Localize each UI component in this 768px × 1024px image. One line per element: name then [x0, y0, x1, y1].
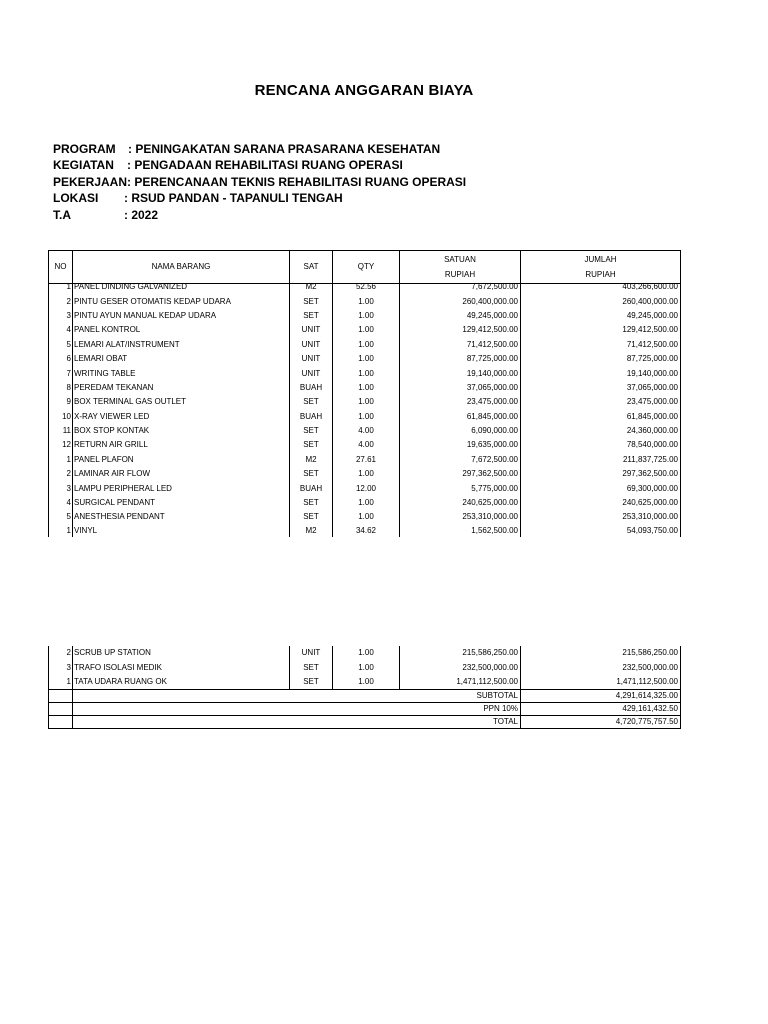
row-unit-price: 260,400,000.00 — [400, 294, 521, 308]
row-no: 5 — [49, 510, 73, 524]
row-qty: 1.00 — [333, 510, 400, 524]
table-row — [49, 309, 681, 323]
col-header-qty: QTY — [333, 251, 400, 284]
row-amount: 69,300,000.00 — [521, 481, 681, 495]
row-unit: SET — [290, 438, 333, 452]
row-no: 9 — [49, 395, 73, 409]
row-unit: UNIT — [290, 366, 333, 380]
row-amount: 37,065,000.00 — [521, 381, 681, 395]
row-unit-price: 215,586,250.00 — [400, 646, 521, 660]
row-unit-price: 297,362,500.00 — [400, 467, 521, 481]
row-qty: 1.00 — [333, 352, 400, 366]
table-row — [49, 395, 681, 409]
row-unit: UNIT — [290, 352, 333, 366]
row-no: 12 — [49, 438, 73, 452]
summary-value: 4,291,614,325.00 — [521, 690, 681, 703]
row-name: WRITING TABLE — [73, 366, 290, 380]
table-row — [49, 467, 681, 481]
row-unit-price: 6,090,000.00 — [400, 424, 521, 438]
row-no: 3 — [49, 481, 73, 495]
row-qty: 1.00 — [333, 496, 400, 510]
col-header-name: NAMA BARANG — [73, 251, 290, 284]
row-unit: BUAH — [290, 381, 333, 395]
row-unit-price: 129,412,500.00 — [400, 323, 521, 337]
row-qty: 1.00 — [333, 323, 400, 337]
row-unit-price: 7,672,500.00 — [400, 280, 521, 294]
row-qty: 1.00 — [333, 660, 400, 674]
col-header-no: NO — [49, 251, 73, 284]
row-qty: 1.00 — [333, 467, 400, 481]
row-unit-price: 87,725,000.00 — [400, 352, 521, 366]
row-no: 2 — [49, 646, 73, 660]
row-name: PEREDAM TEKANAN — [73, 381, 290, 395]
row-unit-price: 49,245,000.00 — [400, 309, 521, 323]
summary-value: 429,161,432.50 — [521, 703, 681, 716]
row-amount: 211,837,725.00 — [521, 453, 681, 467]
row-amount: 54,093,750.00 — [521, 525, 681, 537]
row-name: VINYL — [73, 525, 290, 537]
table-row — [49, 646, 681, 660]
row-amount: 19,140,000.00 — [521, 366, 681, 380]
row-unit-price: 253,310,000.00 — [400, 510, 521, 524]
document-title: RENCANA ANGGARAN BIAYA — [254, 82, 474, 99]
table-row — [49, 280, 681, 294]
row-unit-price: 71,412,500.00 — [400, 338, 521, 352]
row-name: PANEL PLAFON — [73, 453, 290, 467]
table-row — [49, 510, 681, 524]
summary-ppn-row — [49, 703, 681, 716]
row-name: TRAFO ISOLASI MEDIK — [73, 660, 290, 674]
row-unit: BUAH — [290, 481, 333, 495]
row-unit-price: 5,775,000.00 — [400, 481, 521, 495]
row-name: LEMARI OBAT — [73, 352, 290, 366]
row-qty: 52.56 — [333, 280, 400, 294]
meta-value: : PENINGAKATAN SARANA PRASARANA KESEHATAN — [128, 142, 441, 156]
row-no: 3 — [49, 660, 73, 674]
row-unit-price: 232,500,000.00 — [400, 660, 521, 674]
row-amount: 253,310,000.00 — [521, 510, 681, 524]
meta-label: T.A — [53, 208, 71, 222]
row-qty: 1.00 — [333, 395, 400, 409]
row-qty: 1.00 — [333, 381, 400, 395]
row-amount: 403,266,600.00 — [521, 280, 681, 294]
items-table-part1 — [48, 280, 681, 537]
meta-label: LOKASI — [53, 191, 99, 205]
row-no: 2 — [49, 294, 73, 308]
summary-label: PPN 10% — [73, 703, 521, 716]
row-amount: 232,500,000.00 — [521, 660, 681, 674]
row-unit-price: 19,635,000.00 — [400, 438, 521, 452]
row-unit-price: 1,562,500.00 — [400, 525, 521, 537]
col-header-sat: SAT — [290, 251, 333, 284]
row-no: 3 — [49, 309, 73, 323]
row-unit: SET — [290, 496, 333, 510]
row-name: X-RAY VIEWER LED — [73, 410, 290, 424]
row-no: 1 — [49, 675, 73, 690]
row-amount: 240,625,000.00 — [521, 496, 681, 510]
row-name: LEMARI ALAT/INSTRUMENT — [73, 338, 290, 352]
table-row — [49, 424, 681, 438]
row-amount: 23,475,000.00 — [521, 395, 681, 409]
table-row — [49, 294, 681, 308]
row-name: ANESTHESIA PENDANT — [73, 510, 290, 524]
table-row — [49, 352, 681, 366]
row-name: PINTU AYUN MANUAL KEDAP UDARA — [73, 309, 290, 323]
row-qty: 1.00 — [333, 294, 400, 308]
meta-value: : RSUD PANDAN - TAPANULI TENGAH — [124, 191, 343, 205]
row-no: 10 — [49, 410, 73, 424]
row-no: 2 — [49, 467, 73, 481]
row-unit: SET — [290, 294, 333, 308]
row-unit: BUAH — [290, 410, 333, 424]
row-amount: 49,245,000.00 — [521, 309, 681, 323]
row-qty: 1.00 — [333, 338, 400, 352]
row-no: 8 — [49, 381, 73, 395]
row-qty: 12.00 — [333, 481, 400, 495]
row-unit: UNIT — [290, 646, 333, 660]
row-amount: 61,845,000.00 — [521, 410, 681, 424]
row-amount: 297,362,500.00 — [521, 467, 681, 481]
col-header-total-line2: RUPIAH — [585, 270, 616, 279]
row-no: 7 — [49, 366, 73, 380]
items-table-part2 — [48, 646, 681, 729]
col-header-total — [521, 251, 681, 284]
summary-no-cell — [49, 690, 73, 703]
row-amount: 215,586,250.00 — [521, 646, 681, 660]
table-row — [49, 438, 681, 452]
row-unit: SET — [290, 467, 333, 481]
table-row — [49, 453, 681, 467]
row-name: BOX TERMINAL GAS OUTLET — [73, 395, 290, 409]
row-qty: 1.00 — [333, 675, 400, 690]
row-name: RETURN AIR GRILL — [73, 438, 290, 452]
row-qty: 1.00 — [333, 366, 400, 380]
row-no: 5 — [49, 338, 73, 352]
row-amount: 260,400,000.00 — [521, 294, 681, 308]
row-no: 6 — [49, 352, 73, 366]
table-header — [48, 250, 681, 284]
row-amount: 1,471,112,500.00 — [521, 675, 681, 690]
row-unit-price: 23,475,000.00 — [400, 395, 521, 409]
col-header-price-line1: SATUAN — [444, 255, 476, 264]
table-row — [49, 525, 681, 537]
row-unit: UNIT — [290, 323, 333, 337]
row-amount: 87,725,000.00 — [521, 352, 681, 366]
row-no: 1 — [49, 453, 73, 467]
row-unit-price: 37,065,000.00 — [400, 381, 521, 395]
row-name: TATA UDARA RUANG OK — [73, 675, 290, 690]
row-unit: M2 — [290, 525, 333, 537]
meta-label: PROGRAM — [53, 142, 116, 156]
row-name: SCRUB UP STATION — [73, 646, 290, 660]
summary-label: SUBTOTAL — [73, 690, 521, 703]
row-no: 4 — [49, 496, 73, 510]
row-unit-price: 61,845,000.00 — [400, 410, 521, 424]
table-row — [49, 481, 681, 495]
row-unit-price: 240,625,000.00 — [400, 496, 521, 510]
row-qty: 4.00 — [333, 438, 400, 452]
row-unit: SET — [290, 510, 333, 524]
row-name: BOX STOP KONTAK — [73, 424, 290, 438]
table-row — [49, 366, 681, 380]
row-qty: 34.62 — [333, 525, 400, 537]
table-row — [49, 660, 681, 674]
meta-label: PEKERJAAN — [53, 175, 128, 189]
row-qty: 27.61 — [333, 453, 400, 467]
row-unit: SET — [290, 660, 333, 674]
row-name: LAMINAR AIR FLOW — [73, 467, 290, 481]
summary-no-cell — [49, 703, 73, 716]
row-unit: SET — [290, 309, 333, 323]
meta-value: : PERENCANAAN TEKNIS REHABILITASI RUANG OPERASI — [127, 175, 467, 189]
table-row — [49, 338, 681, 352]
col-header-price-line2: RUPIAH — [444, 270, 476, 279]
row-qty: 1.00 — [333, 646, 400, 660]
row-no: 11 — [49, 424, 73, 438]
table-row — [49, 496, 681, 510]
row-unit: SET — [290, 395, 333, 409]
row-name: PANEL DINDING GALVANIZED — [73, 280, 290, 294]
row-unit: SET — [290, 675, 333, 690]
row-unit: SET — [290, 424, 333, 438]
row-amount: 78,540,000.00 — [521, 438, 681, 452]
row-qty: 1.00 — [333, 309, 400, 323]
row-name: LAMPU PERIPHERAL LED — [73, 481, 290, 495]
meta-value: : 2022 — [124, 208, 159, 222]
row-unit-price: 1,471,112,500.00 — [400, 675, 521, 690]
col-header-total-line1: JUMLAH — [584, 255, 617, 264]
row-unit: M2 — [290, 280, 333, 294]
row-no: 4 — [49, 323, 73, 337]
row-name: PINTU GESER OTOMATIS KEDAP UDARA — [73, 294, 290, 308]
row-amount: 71,412,500.00 — [521, 338, 681, 352]
row-no: 1 — [49, 280, 73, 294]
col-header-price — [400, 251, 521, 284]
row-qty: 4.00 — [333, 424, 400, 438]
row-amount: 24,360,000.00 — [521, 424, 681, 438]
row-name: SURGICAL PENDANT — [73, 496, 290, 510]
row-name: PANEL KONTROL — [73, 323, 290, 337]
row-unit-price: 7,672,500.00 — [400, 453, 521, 467]
meta-label: KEGIATAN — [53, 158, 114, 172]
table-row — [49, 323, 681, 337]
row-unit: UNIT — [290, 338, 333, 352]
row-unit: M2 — [290, 453, 333, 467]
table-row — [49, 675, 681, 690]
summary-subtotal-row — [49, 690, 681, 703]
summary-label: TOTAL — [73, 716, 521, 729]
summary-value: 4,720,775,757.50 — [521, 716, 681, 729]
table-row — [49, 381, 681, 395]
row-qty: 1.00 — [333, 410, 400, 424]
row-unit-price: 19,140,000.00 — [400, 366, 521, 380]
row-amount: 129,412,500.00 — [521, 323, 681, 337]
meta-value: : PENGADAAN REHABILITASI RUANG OPERASI — [127, 158, 403, 172]
row-no: 1 — [49, 525, 73, 537]
summary-no-cell — [49, 716, 73, 729]
table-row — [49, 410, 681, 424]
summary-total-row — [49, 716, 681, 729]
